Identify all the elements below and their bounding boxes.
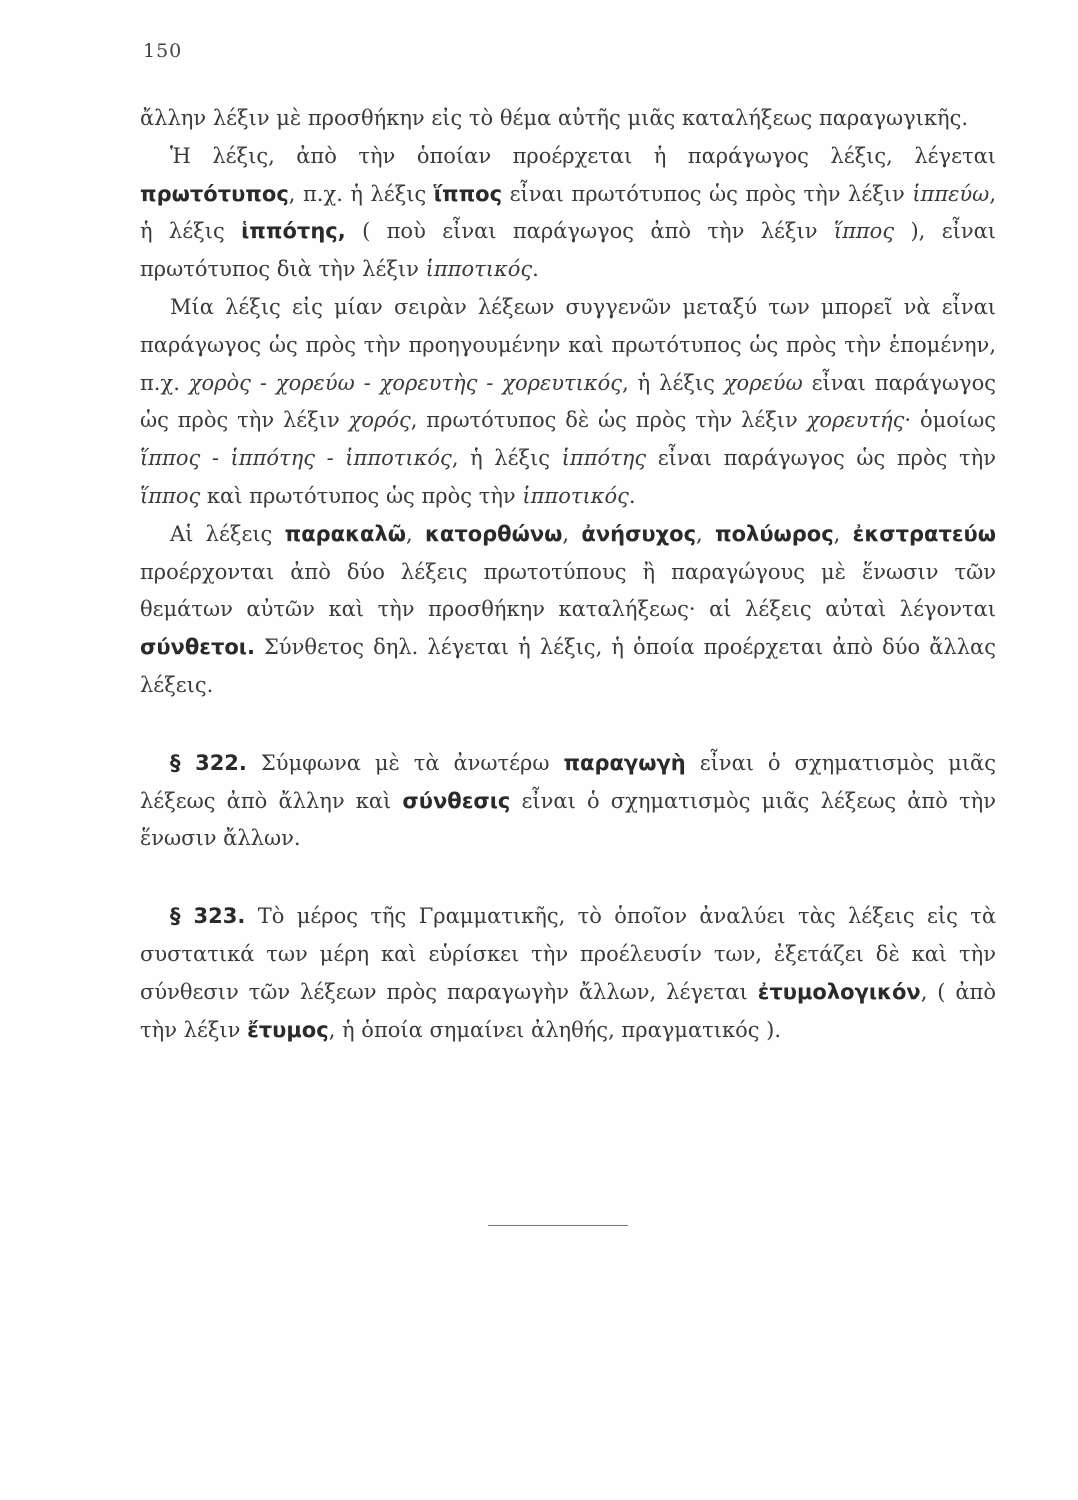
section-323: § 323. Τὸ μέρος τῆς Γραμματικῆς, τὸ ὁποῖον ἀναλύει τὰς λέξεις εἰς τὰ συστατικά των μέρη καὶ εὑρίσκει τὴν προέλευσίν των, ἐξετάζει δὲ καὶ τὴν σύνθεσιν τῶν λέξεων πρὸς παραγωγὴν ἄλλων, λέγεται ἐτυμολογικόν, ( ἀπὸ τὴν λέξιν ἔτυμος, ἡ ὁποία σημαίνει ἀληθής, πραγματικός ).	[140, 904, 997, 1042]
term-anisychos: ἀνήσυχος	[581, 521, 697, 546]
example-ippos: ἵππος	[833, 219, 895, 244]
term-parakalo: παρακαλῶ	[284, 521, 406, 546]
page-body	[140, 100, 996, 1049]
term-prototypos: πρωτότυπος	[140, 181, 289, 206]
term-polyoros: πολύωρος	[715, 521, 834, 546]
example-choros-series: χορὸς - χορεύω - χορευτὴς - χορευτικός	[188, 370, 623, 395]
term-etymologikon: ἐτυμολογικόν	[757, 979, 921, 1004]
section-322: § 322. Σύμφωνα μὲ τὰ ἀνωτέρω παραγωγὴ εἶναι ὁ σχηματισμὸς μιᾶς λέξεως ἀπὸ ἄλλην καὶ σύνθεσις εἶναι ὁ σχηματισμὸς μιᾶς λέξεως ἀπὸ τὴν ἕνωσιν ἄλλων.	[140, 750, 997, 851]
paragraph-continuation: ἄλλην λέξιν μὲ προσθήκην εἰς τὸ θέμα αὐτῆς μιᾶς καταλήξεως παραγωγικῆς.	[140, 106, 969, 130]
paragraph-word-series: Μία λέξις εἰς μίαν σειρὰν λέξεων συγγενῶν μεταξύ των μπορεῖ νὰ εἶναι παράγωγος ὡς πρὸς τὴν προηγουμένην καὶ πρωτότυπος ὡς πρὸς τὴν ἑπομένην, π.χ. χορὸς - χορεύω - χορευτὴς - χορευτικός, ἡ λέξις χορεύω εἶναι παράγωγος ὡς πρὸς τὴν λέξιν χορός, πρωτότυπος δὲ ὡς πρὸς τὴν λέξιν χορευτής· ὁμοίως ἵππος - ἱππότης - ἱππoτικός, ἡ λέξις ἱππότης εἶναι παράγωγος ὡς πρὸς τὴν ἵππος καὶ πρωτότυπος ὡς πρὸς τὴν ἱππoτικός.	[140, 294, 997, 508]
example-ippotikos: ἱππoτικός	[425, 257, 533, 282]
term-ippotis: ἱππότης,	[241, 219, 346, 244]
paragraph-compounds: Αἱ λέξεις παρακαλῶ, κατορθώνω, ἀνήσυχος, πολύωρος, ἐκστρατεύω προέρχονται ἀπὸ δύο λέξεις πρωτοτύπους ἢ παραγώγους μὲ ἕνωσιν τῶν θεμάτων αὐτῶν καὶ τὴν προσθήκην καταλήξεως· αἱ λέξεις αὐταὶ λέγονται σύνθετοι. Σύνθετος δηλ. λέγεται ἡ λέξις, ἡ ὁποία προέρχεται ἀπὸ δύο ἄλλας λέξεις.	[140, 521, 996, 697]
end-rule-divider	[488, 1225, 628, 1226]
page-number: 150	[143, 40, 183, 62]
term-ippos: ἵππος	[433, 181, 503, 206]
example-ippotikos-2: ἱππoτικός	[522, 483, 629, 508]
example-choreftis: χορευτής	[806, 408, 905, 433]
term-etymos: ἔτυμος	[247, 1017, 329, 1042]
term-ekstratevo: ἐκστρατεύω	[852, 521, 996, 546]
example-ippevo: ἱππεύω	[912, 181, 990, 206]
example-ippotis: ἱππότης	[561, 446, 647, 471]
term-katorthono: κατορθώνω	[424, 521, 563, 546]
term-paragogi: παραγωγὴ	[563, 750, 686, 775]
paragraph-prototypos: Ἡ λέξις, ἀπὸ τὴν ὁποίαν προέρχεται ἡ παράγωγος λέξις, λέγεται πρωτότυπος, π.χ. ἡ λέξις ἵππος εἶναι πρωτότυπος ὡς πρὸς τὴν λέξιν ἱππεύω, ἡ λέξις ἱππότης, ( ποὺ εἶναι παράγωγος ἀπὸ τὴν λέξιν ἵππος ), εἶναι πρωτότυπος διὰ τὴν λέξιν ἱππoτικός.	[140, 143, 996, 282]
example-ippos-2: ἵππος	[140, 483, 201, 508]
example-choros: χορός	[348, 408, 411, 433]
example-chorevo: χορεύω	[723, 370, 803, 395]
section-number: § 322.	[170, 750, 247, 775]
section-number: § 323.	[170, 904, 246, 929]
term-synthesis: σύνθεσις	[402, 788, 511, 813]
term-synthetoi: σύνθετοι.	[140, 635, 255, 660]
example-ippos-series: ἵππος - ἱππότης - ἱππoτικός	[140, 446, 452, 471]
